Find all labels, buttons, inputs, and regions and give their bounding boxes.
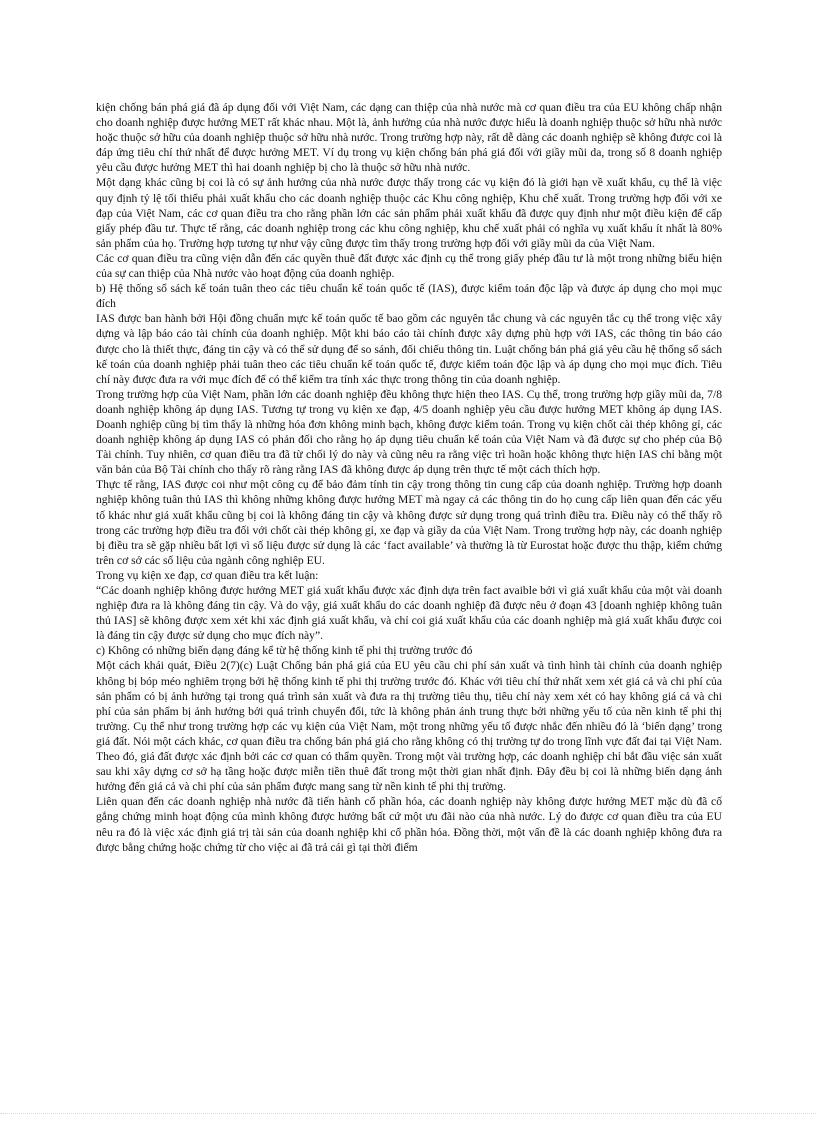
document-body xyxy=(96,100,722,855)
paragraph-equitization: Liên quan đến các doanh nghiệp nhà nước đã tiến hành cổ phần hóa, các doanh nghiệp này không được hưởng MET mặc dù đã cố gắng chứng minh hoạt động của mình không được hưởng bất cứ một ưu đãi nào của nhà nước. Lý do được cơ quan điều tra của EU nêu ra đó là việc xác định giá trị tài sản của doanh nghiệp khi cổ phần hóa. Đồng thời, một vấn đề là các doanh nghiệp không đưa ra được bằng chứng hoặc chứng từ cho việc ai đã trả cái gì tại thời điểm xyxy=(96,795,722,854)
section-heading-c: c) Không có những biến dạng đáng kể từ hệ thống kinh tế phi thị trường trước đó xyxy=(96,644,473,658)
paragraph-export-limits: Một dạng khác cũng bị coi là có sự ảnh hưởng của nhà nước được thấy trong các vụ kiện đó là giới hạn về xuất khẩu, cụ thể là việc quy định tỷ lệ tối thiểu phải xuất khẩu cho các doanh nghiệp thuộc các Khu công nghiệp, Khu chế xuất. Trong trường hợp đối với xe đạp của Việt Nam, các cơ quan điều tra cho rằng phần lớn các sản phẩm phải xuất khẩu đã được quy định như một điều kiện để cấp giấy phép đầu tư. Thực tế rằng, các doanh nghiệp trong các khu công nghiệp, khu chế xuất phải có nghĩa vụ xuất khẩu ít nhất là 80% sản phẩm của họ. Trường hợp tương tự như vậy cũng được tìm thấy trong trường hợp đối với giầy mũi da của Việt Nam. xyxy=(96,176,722,250)
paragraph-bicycle-conclusion-intro: Trong vụ kiện xe đạp, cơ quan điều tra kết luận: xyxy=(96,568,319,582)
page-bottom-rule xyxy=(0,1113,816,1114)
paragraph-ias-reliability: Thực tế rằng, IAS được coi như một công cụ để bảo đảm tính tin cậy trong thông tin cung cấp của doanh nghiệp. Trường hợp doanh nghiệp không tuân thủ IAS thì không những không được hưởng MET mà ngay cả các thông tin do họ cung cấp liên quan đến các yếu tố khác như giá xuất khẩu cũng bị coi là không đáng tin cậy và không được sử dụng trong quá trình điều tra. Điều này có thể thấy rõ trong các trường hợp điều tra đối với chốt cài thép không gỉ, xe đạp và giầy da của Việt Nam. Trong trường hợp này, các doanh nghiệp bị điều tra sẽ gặp nhiều bất lợi vì số liệu được sử dụng là các ‘fact available’ và thường là từ Eurostat hoặc được thu thập, kiểm chứng trên cơ sở các số liệu của ngành công nghiệp EU. xyxy=(96,478,722,567)
paragraph-state-intervention: kiện chống bán phá giá đã áp dụng đối với Việt Nam, các dạng can thiệp của nhà nước mà cơ quan điều tra của EU không chấp nhận cho doanh nghiệp được hưởng MET rất khác nhau. Một là, ảnh hưởng của nhà nước được hiểu là doanh nghiệp thuộc sở hữu nhà nước hoặc thuộc sở hữu của doanh nghiệp thuộc sở hữu nhà nước. Trong trường hợp này, rất dễ dàng các doanh nghiệp sẽ không được coi là đáp ứng tiêu chí thứ nhất để được hưởng MET. Ví dụ trong vụ kiện chống bán phá giá đối với giầy mũi da, trong số 8 doanh nghiệp yêu cầu được hưởng MET thì hai doanh nghiệp bị cho là thuộc sở hữu nhà nước. xyxy=(96,101,722,175)
section-heading-b: b) Hệ thống sổ sách kế toán tuân theo các tiêu chuẩn kế toán quốc tế (IAS), được kiểm toán độc lập và được áp dụng cho mọi mục đích xyxy=(96,282,722,311)
paragraph-bicycle-quote: “Các doanh nghiệp không được hưởng MET giá xuất khẩu được xác định dựa trên fact avaible bởi vì giá xuất khẩu của một vài doanh nghiệp đưa ra là không đáng tin cậy. Và do vậy, giá xuất khẩu do các doanh nghiệp đã được nêu ở đoạn 43 [doanh nghiệp không tuân thủ IAS] sẽ không được xem xét khi xác định giá xuất khẩu, và chỉ coi giá xuất khẩu của các doanh nghiệp mà giá xuất khẩu được coi là đáng tin cậy được sử dụng cho mục đích này”. xyxy=(96,584,722,643)
paragraph-vietnam-ias: Trong trường hợp của Việt Nam, phần lớn các doanh nghiệp đều không thực hiện theo IAS. Cụ thể, trong trường hợp giầy mũi da, 7/8 doanh nghiệp không áp dụng IAS. Tương tự trong vụ kiện xe đạp, 4/5 doanh nghiệp yêu cầu được hưởng MET không áp dụng IAS. Doanh nghiệp cũng bị tìm thấy là những hóa đơn không minh bạch, không được kiểm toán. Trong vụ kiện chốt cài thép không gỉ, các doanh nghiệp không áp dụng IAS có phản đối cho rằng họ áp dụng tiêu chuẩn kế toán của Việt Nam và đã được sự cho phép của Bộ Tài chính. Tuy nhiên, cơ quan điều tra đã từ chối lý do này và cũng nêu ra rằng việc trì hoãn hoặc không thực hiện IAS chỉ bằng một văn bản của Bộ Tài chính cho thấy rõ ràng rằng IAS đã không được áp dụng trên thực tế một cách thích hợp. xyxy=(96,387,722,477)
paragraph-ias-definition: IAS được ban hành bởi Hội đồng chuẩn mực kế toán quốc tế bao gồm các nguyên tắc chung và các nguyên tắc cụ thể trong việc xây dựng và lập báo cáo tài chính của doanh nghiệp. Một khi báo cáo tài chính được xây dựng phù hợp với IAS, các thông tin báo cáo được cho là thiết thực, đáng tin cậy và có thể sử dụng để so sánh, đối chiếu thông tin. Luật chống bán phá giá yêu cầu hệ thống sổ sách kế toán của doanh nghiệp phải tuân theo các tiêu chuẩn kế toán quốc tế, được kiểm toán độc lập và áp dụng cho mọi mục đích. Tiêu chí này được đưa ra với mục đích để có thể kiểm tra tính xác thực trong thông tin của doanh nghiệp. xyxy=(96,312,722,386)
paragraph-article-2-7-c: Một cách khái quát, Điều 2(7)(c) Luật Chống bán phá giá của EU yêu cầu chi phí sản xuất và tình hình tài chính của doanh nghiệp không bị bóp méo nghiêm trọng bởi hệ thống kinh tế phi thị trường trước đó. Khác với tiêu chí thứ nhất xem xét giá cả và chi phí của sản phẩm có bị ảnh hưởng tại trong quá trình sản xuất và đưa ra thị trường tiêu thụ, tiêu chí này xem xét có hay không giá cả và chi phí của sản phẩm bị ảnh hưởng bởi quá trình chuyển đổi, tức là không phản ánh trung thực bởi những yếu tố của nền kinh tế phi thị trường. Cụ thể như trong trường hợp các vụ kiện của Việt Nam, một trong những yếu tố được nhắc đến nhiều đó là ‘biến dạng’ trong giá đất. Nói một cách khác, cơ quan điều tra chống bán phá giá cho rằng không có thị trường tự do trong lĩnh vực đất đai tại Việt Nam. Theo đó, giá đất được xác định bởi các cơ quan có thẩm quyền. Trong một vài trường hợp, các doanh nghiệp chỉ bắt đầu việc sản xuất sau khi xây dựng cơ sở hạ tầng hoặc được miễn tiền thuê đất trong một thời gian nhất định. Đây đều bị coi là những biến dạng ảnh hưởng đến giá cả và chi phí của sản phẩm được mang sang từ nền kinh tế phi thị trường. xyxy=(96,659,722,794)
paragraph-land-rights: Các cơ quan điều tra cũng viện dẫn đến các quyền thuê đất được xác định cụ thể trong giấy phép đầu tư là một trong những biểu hiện của sự can thiệp của Nhà nước vào hoạt động của doanh nghiệp. xyxy=(96,251,722,281)
